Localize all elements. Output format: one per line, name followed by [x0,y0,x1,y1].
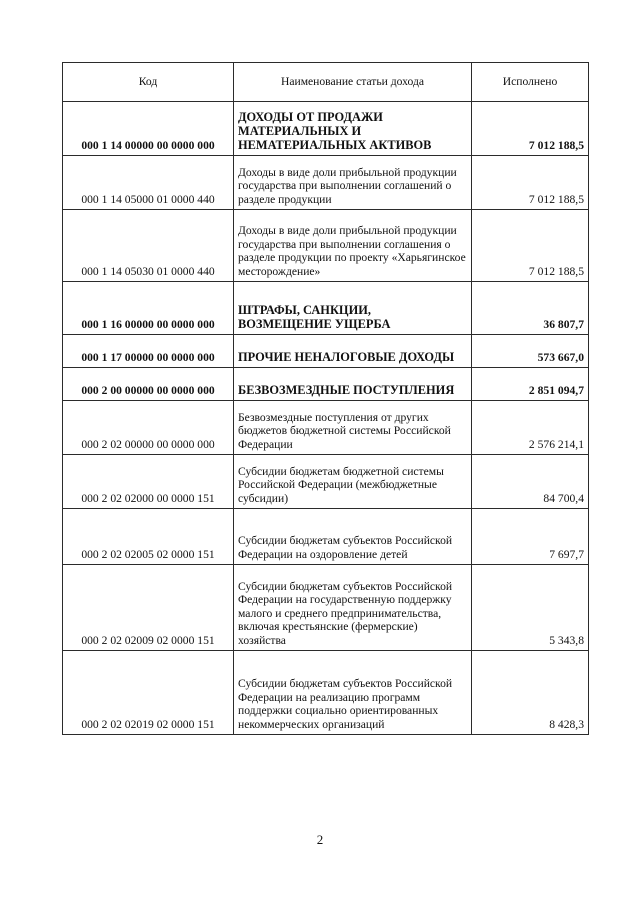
table-body [63,102,589,735]
header-code: Код [63,63,234,102]
row-code: 000 1 16 00000 00 0000 000 [63,282,234,335]
row-amount: 2 576 214,1 [472,401,589,455]
table-row [63,401,589,455]
table-row [63,565,589,651]
row-name: ДОХОДЫ ОТ ПРОДАЖИ МАТЕРИАЛЬНЫХ И НЕМАТЕРИАЛЬНЫХ АКТИВОВ [234,102,472,156]
row-name: БЕЗВОЗМЕЗДНЫЕ ПОСТУПЛЕНИЯ [234,368,472,401]
row-code: 000 2 02 00000 00 0000 000 [63,401,234,455]
row-amount: 5 343,8 [472,565,589,651]
row-name: Доходы в виде доли прибыльной продукции государства при выполнении соглашения о разделе продукции по проекту «Харьягинское месторождение» [234,210,472,282]
row-amount: 573 667,0 [472,335,589,368]
table-row [63,509,589,565]
revenue-table [62,62,589,735]
row-amount: 84 700,4 [472,455,589,509]
row-code: 000 2 02 02000 00 0000 151 [63,455,234,509]
row-amount: 7 012 188,5 [472,210,589,282]
row-name: Субсидии бюджетам субъектов Российской Федерации на оздоровление детей [234,509,472,565]
table-row [63,282,589,335]
row-name: Доходы в виде доли прибыльной продукции государства при выполнении соглашений о разделе продукции [234,156,472,210]
row-amount: 7 012 188,5 [472,156,589,210]
row-code: 000 1 14 05000 01 0000 440 [63,156,234,210]
table-row [63,156,589,210]
table-row [63,102,589,156]
table-row [63,368,589,401]
row-amount: 7 012 188,5 [472,102,589,156]
row-name: Субсидии бюджетам субъектов Российской Федерации на реализацию программ поддержки социально ориентированных некоммерческих организаций [234,651,472,735]
table-header-row [63,63,589,102]
row-code: 000 1 14 05030 01 0000 440 [63,210,234,282]
row-code: 000 1 17 00000 00 0000 000 [63,335,234,368]
row-amount: 2 851 094,7 [472,368,589,401]
row-code: 000 2 02 02019 02 0000 151 [63,651,234,735]
table-row [63,335,589,368]
row-name: ШТРАФЫ, САНКЦИИ, ВОЗМЕЩЕНИЕ УЩЕРБА [234,282,472,335]
table-row [63,651,589,735]
row-amount: 8 428,3 [472,651,589,735]
row-amount: 7 697,7 [472,509,589,565]
page-number: 2 [316,832,324,847]
row-name: Субсидии бюджетам субъектов Российской Федерации на государственную поддержку малого и среднего предпринимательства, включая крестьянские (фермерские) хозяйства [234,565,472,651]
row-code: 000 1 14 00000 00 0000 000 [63,102,234,156]
row-name: Субсидии бюджетам бюджетной системы Российской Федерации (межбюджетные субсидии) [234,455,472,509]
table-row [63,455,589,509]
row-amount: 36 807,7 [472,282,589,335]
row-code: 000 2 02 02005 02 0000 151 [63,509,234,565]
row-name: ПРОЧИЕ НЕНАЛОГОВЫЕ ДОХОДЫ [234,335,472,368]
row-code: 000 2 02 02009 02 0000 151 [63,565,234,651]
header-name: Наименование статьи дохода [234,63,472,102]
row-code: 000 2 00 00000 00 0000 000 [63,368,234,401]
row-name: Безвозмездные поступления от других бюджетов бюджетной системы Российской Федерации [234,401,472,455]
table-row [63,210,589,282]
header-amount: Исполнено [472,63,589,102]
